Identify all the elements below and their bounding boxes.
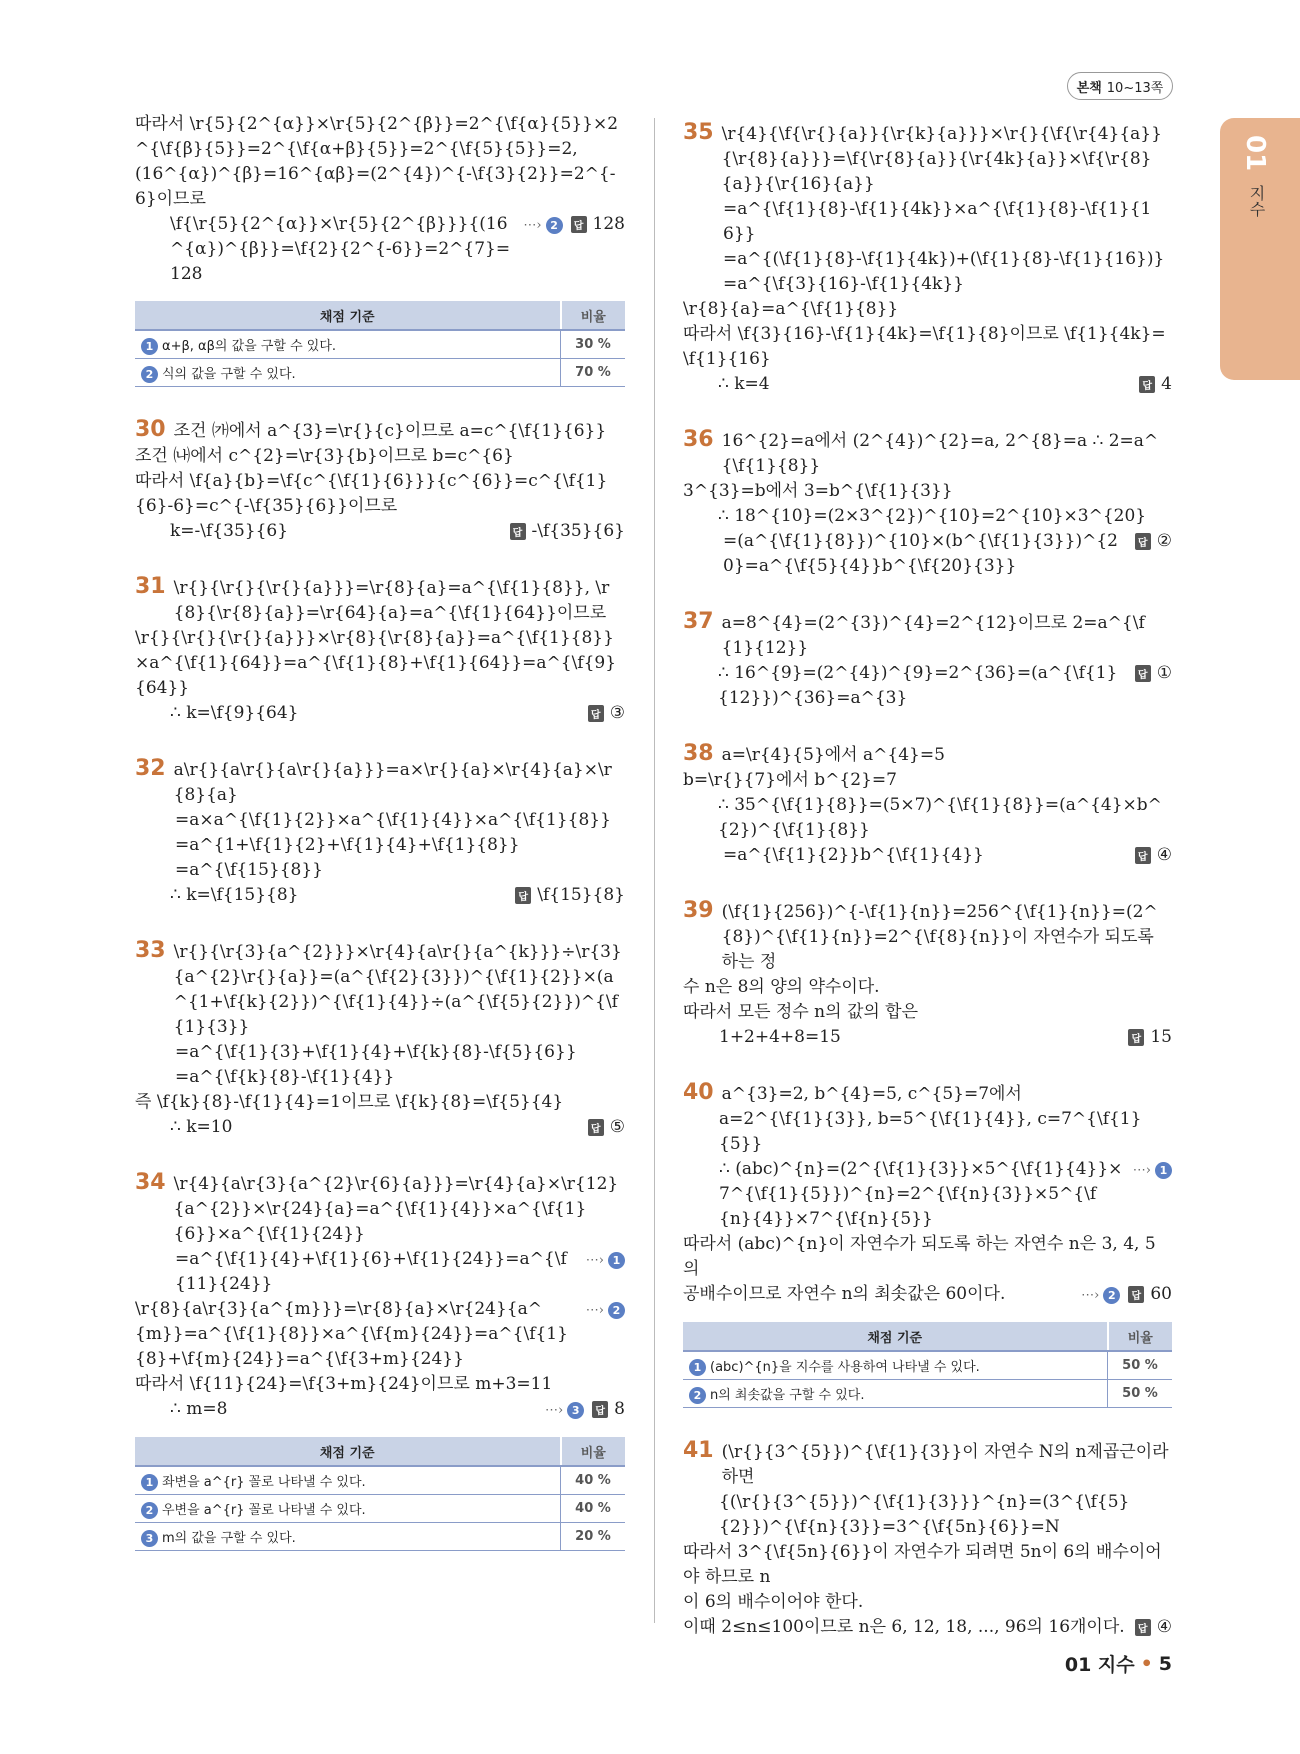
- problem-number: 31: [135, 574, 166, 599]
- problem-33: [135, 938, 625, 1140]
- solution-line: 따라서 3^{\f{5n}{6}}이 자연수가 되려면 5n이 6의 배수이어야 하므로 n: [683, 1542, 1162, 1587]
- criterion-number-badge: 1: [689, 1359, 706, 1376]
- answer: [515, 883, 625, 908]
- solution-line: 수 n은 8의 양의 약수이다.: [683, 977, 880, 997]
- answer: [510, 519, 625, 544]
- criterion-text: (abc)^{n}을 지수를 사용하여 나타낼 수 있다.: [710, 1359, 980, 1375]
- table-row: [135, 1523, 625, 1551]
- solution-line-row: [683, 843, 1172, 868]
- left-column: [135, 112, 625, 1581]
- solution-line: 따라서 \f{11}{24}=\f{3+m}{24}이므로 m+3=11: [135, 1374, 553, 1394]
- problem-32: [135, 756, 625, 908]
- table-row: [135, 1466, 625, 1495]
- solution-line-row: [683, 504, 1172, 529]
- solution-line-row: [683, 793, 1172, 843]
- solution-line-row: [683, 1282, 1172, 1308]
- solution-line: =a^{(\f{1}{8}-\f{1}{4k})+(\f{1}{8}-\f{1}{16})}: [723, 249, 1165, 269]
- criterion-cell: [135, 1523, 561, 1551]
- answer-icon: 답: [1135, 665, 1151, 682]
- solution-line-row: [683, 372, 1172, 397]
- answer-icon: 답: [571, 216, 587, 233]
- step-number-badge: 2: [608, 1302, 625, 1319]
- solution-line-row: [683, 609, 1172, 661]
- solution-line-row: [135, 519, 625, 544]
- solution-line-row: [135, 626, 625, 701]
- solution-line: 조건 ㈏에서 c^{2}=\r{3}{b}이므로 b=c^{6}: [135, 446, 514, 466]
- solution-line-row: [135, 1372, 625, 1397]
- table-header: 비율: [1108, 1322, 1173, 1351]
- problem-41: [683, 1438, 1172, 1640]
- solution-line-row: [135, 858, 625, 883]
- problem-number: 40: [683, 1080, 714, 1105]
- solution-line-row: [135, 574, 625, 626]
- solution-line-row: [135, 417, 625, 444]
- solution-line-row: [135, 756, 625, 808]
- solution-line-row: [135, 883, 625, 908]
- solution-line-row: [135, 808, 625, 833]
- step-number-badge: 2: [1103, 1287, 1120, 1304]
- answer-value: ④: [1156, 1617, 1172, 1637]
- problem-35: [683, 120, 1172, 397]
- solution-line: 이 6의 배수이어야 한다.: [683, 1592, 864, 1612]
- answer-icon: 답: [1135, 1619, 1151, 1636]
- problem-number: 35: [683, 120, 714, 145]
- solution-line: {(\r{}{3^{5}})^{\f{1}{3}}}^{n}=(3^{\f{5}{2}})^{\f{n}{3}}=3^{\f{5n}{6}}=N: [719, 1492, 1130, 1537]
- right-column: [683, 120, 1172, 1670]
- solution-line: (16^{α})^{β}=16^{αβ}=(2^{4})^{-\f{3}{2}}=2^{-6}이므로: [135, 164, 616, 209]
- solution-line: 즉 \f{k}{8}-\f{1}{4}=1이므로 \f{k}{8}=\f{5}{4}: [135, 1092, 564, 1112]
- problem-number: 38: [683, 741, 714, 766]
- solution-line: \r{}{\r{}{\r{}{a}}}=\r{8}{a}=a^{\f{1}{8}}, \r{8}{\r{8}{a}}=\r{64}{a}=a^{\f{1}{64}}이므로: [173, 578, 610, 623]
- answer-icon: 답: [588, 1119, 604, 1136]
- solution-line-row: [683, 1438, 1172, 1490]
- solution-line-row: [135, 469, 625, 519]
- solution-line-row: [683, 529, 1172, 579]
- criterion-number-badge: 2: [689, 1387, 706, 1404]
- solution-line-row: [683, 1157, 1172, 1232]
- criterion-number-badge: 2: [141, 1502, 158, 1519]
- solution-line: 따라서 \f{a}{b}=\f{c^{\f{1}{6}}}{c^{6}}=c^{\f{1}{6}-6}=c^{-\f{35}{6}}이므로: [135, 471, 608, 516]
- footer-page-number: 5: [1158, 1652, 1172, 1675]
- solution-line-row: [683, 322, 1172, 372]
- solution-line: (\r{}{3^{5}})^{\f{1}{3}}이 자연수 N의 n제곱근이라 하면: [721, 1442, 1169, 1487]
- answer-icon: 답: [1135, 533, 1151, 550]
- answer: [1135, 1615, 1172, 1640]
- solution-line-row: [135, 701, 625, 726]
- solution-line-row: [683, 975, 1172, 1000]
- problem-number: 41: [683, 1438, 714, 1463]
- solution-line-row: [683, 297, 1172, 322]
- table-header: 비율: [561, 301, 626, 330]
- solution-line-row: [683, 661, 1172, 711]
- step-number-badge: 1: [608, 1252, 625, 1269]
- solution-line-row: [683, 120, 1172, 197]
- criterion-cell: [135, 330, 561, 359]
- criterion-number-badge: 3: [141, 1530, 158, 1547]
- answer-value: ②: [1156, 531, 1172, 551]
- criterion-number-badge: 1: [141, 1474, 158, 1491]
- solution-line: ∴ k=\f{9}{64}: [170, 703, 299, 723]
- solution-line: =(a^{\f{1}{8}})^{10}×(b^{\f{1}{3}})^{20}=a^{\f{5}{4}}b^{\f{20}{3}}: [723, 531, 1119, 576]
- solution-line-row: [135, 938, 625, 1040]
- criterion-text: 우변을 a^{r} 꼴로 나타낼 수 있다.: [162, 1502, 366, 1518]
- solution-line: =a^{\f{1}{8}-\f{1}{4k}}×a^{\f{1}{8}-\f{1}{16}}: [723, 199, 1152, 244]
- solution-line: ∴ k=\f{15}{8}: [170, 885, 299, 905]
- table-header: 채점 기준: [135, 1437, 561, 1466]
- problem-36: [683, 427, 1172, 579]
- answer-icon: 답: [1128, 1286, 1144, 1303]
- solution-line-row: [683, 898, 1172, 975]
- solution-line: =a×a^{\f{1}{2}}×a^{\f{1}{4}}×a^{\f{1}{8}}: [175, 810, 611, 830]
- solution-line-row: [135, 1297, 625, 1372]
- step-marker: [545, 1398, 584, 1423]
- solution-line-row: [683, 741, 1172, 768]
- criterion-number-badge: 1: [141, 338, 158, 355]
- solution-line-row: [135, 1090, 625, 1115]
- step-marker: [1133, 1158, 1172, 1183]
- solution-line: ∴ 16^{9}=(2^{4})^{9}=2^{36}=(a^{\f{1}{12}})^{36}=a^{3}: [718, 663, 1118, 708]
- problem-31: [135, 574, 625, 726]
- answer-value: 128: [592, 214, 625, 234]
- problem-30: [135, 417, 625, 544]
- problem-34: [135, 1170, 625, 1551]
- solution-line-row: [683, 1000, 1172, 1025]
- answer-icon: 답: [592, 1401, 608, 1418]
- solution-line: =a^{\f{k}{8}-\f{1}{4}}: [175, 1067, 395, 1087]
- problem-number: 37: [683, 609, 714, 634]
- answer: [1135, 661, 1172, 686]
- arrow-icon: ⋯›: [1132, 1163, 1151, 1178]
- answer-value: ④: [1156, 845, 1172, 865]
- arrow-icon: ⋯›: [544, 1403, 564, 1418]
- solution-line-row: [135, 1170, 625, 1247]
- answer-icon: 답: [515, 887, 531, 904]
- solution-line: 16^{2}=a에서 (2^{4})^{2}=a, 2^{8}=a ∴ 2=a^{\f{1}{8}}: [721, 431, 1159, 476]
- criterion-cell: [135, 359, 561, 387]
- answer-icon: 답: [588, 705, 604, 722]
- solution-line: ∴ (abc)^{n}=(2^{\f{1}{3}}×5^{\f{1}{4}}×7^{\f{1}{5}})^{n}=2^{\f{n}{3}}×5^{\f{n}{4}}×7^{\f{n}{5}}: [719, 1159, 1123, 1229]
- scoring-criteria-table: [683, 1322, 1172, 1408]
- answer: [1135, 529, 1172, 554]
- solution-line: (\f{1}{256})^{-\f{1}{n}}=256^{\f{1}{n}}=(2^{8})^{\f{1}{n}}=2^{\f{8}{n}}이 자연수가 되도록 하는 정: [721, 902, 1158, 972]
- step-marker: [523, 213, 562, 238]
- solution-line: a\r{}{a\r{}{a\r{}{a}}}=a×\r{}{a}×\r{4}{a}×\r{8}{a}: [173, 760, 612, 805]
- solution-line: a=2^{\f{1}{3}}, b=5^{\f{1}{4}}, c=7^{\f{1}{5}}: [719, 1109, 1142, 1154]
- answer-icon: 답: [1128, 1029, 1144, 1046]
- answer: [571, 212, 625, 237]
- answer-icon: 답: [1135, 847, 1151, 864]
- answer-icon: 답: [1139, 376, 1155, 393]
- problem-39: [683, 898, 1172, 1050]
- solution-line-row: [683, 1490, 1172, 1540]
- page-footer: [1065, 1650, 1172, 1677]
- ratio-cell: 20 %: [561, 1523, 626, 1551]
- problem-number: 34: [135, 1170, 166, 1195]
- step-marker: [586, 1298, 625, 1323]
- solution-line-row: [135, 444, 625, 469]
- answer: [1128, 1282, 1172, 1307]
- solution-line-row: [683, 1590, 1172, 1615]
- arrow-icon: ⋯›: [1081, 1288, 1100, 1303]
- arrow-icon: ⋯›: [585, 1253, 604, 1268]
- answer-value: 60: [1150, 1284, 1172, 1304]
- step-marker: [1081, 1283, 1120, 1308]
- solution-line: 1+2+4+8=15: [719, 1027, 841, 1047]
- answer-value: ①: [1156, 663, 1172, 683]
- criterion-text: m의 값을 구할 수 있다.: [162, 1530, 296, 1546]
- solution-line: =a^{\f{15}{8}}: [175, 860, 323, 880]
- solution-line: ∴ 18^{10}=(2×3^{2})^{10}=2^{10}×3^{20}: [718, 506, 1147, 526]
- solution-line: =a^{\f{1}{3}+\f{1}{4}+\f{k}{8}-\f{5}{6}}: [175, 1042, 577, 1062]
- answer: [1135, 843, 1172, 868]
- solution-line-row: [683, 1232, 1172, 1282]
- answer: [588, 1115, 625, 1140]
- table-header: 채점 기준: [683, 1322, 1108, 1351]
- step-marker: [586, 1248, 625, 1273]
- criterion-text: 좌변을 a^{r} 꼴로 나타낼 수 있다.: [162, 1474, 366, 1490]
- table-row: [683, 1351, 1172, 1380]
- solution-line: 공배수이므로 자연수 n의 최솟값은 60이다.: [683, 1284, 1006, 1304]
- criterion-text: 식의 값을 구할 수 있다.: [162, 366, 296, 382]
- solution-line: \r{}{\r{}{\r{}{a}}}×\r{8}{\r{8}{a}}=a^{\f{1}{8}}×a^{\f{1}{64}}=a^{\f{1}{8}+\f{1}{64}}=a^{\f{9}{64}}: [135, 628, 617, 698]
- solution-line-row: [135, 1397, 625, 1423]
- scoring-criteria-table: [135, 1437, 625, 1551]
- badge-pages: 10~13쪽: [1106, 80, 1164, 96]
- footer-separator: •: [1140, 1652, 1153, 1675]
- step-number-badge: 1: [1155, 1162, 1172, 1179]
- scoring-criteria-table: [135, 301, 625, 387]
- table-row: [135, 330, 625, 359]
- ratio-cell: 40 %: [561, 1495, 626, 1523]
- problem-number: 33: [135, 938, 166, 963]
- solution-line: 3^{3}=b에서 3=b^{\f{1}{3}}: [683, 481, 953, 501]
- arrow-icon: ⋯›: [523, 218, 542, 233]
- solution-line-row: [135, 1065, 625, 1090]
- solution-line: a=\r{4}{5}에서 a^{4}=5: [721, 745, 945, 765]
- solution-line: \r{}{\r{3}{a^{2}}}×\r{4}{a\r{}{a^{k}}}÷\r{3}{a^{2}\r{}{a}}=(a^{\f{2}{3}})^{\f{1}{2}}×(a^{1+\f{k}{2}})^{\f{1}{4}}÷(a^{\f{5}{2}})^{\f{1}{3}}: [173, 942, 622, 1037]
- solution-line-row: [683, 427, 1172, 479]
- step-number-badge: 2: [546, 217, 563, 234]
- table-header-row: [683, 1322, 1172, 1351]
- solution-line-row: [135, 112, 625, 162]
- solution-line-row: [683, 197, 1172, 247]
- answer: [592, 1397, 625, 1422]
- chapter-tab-label: 지수: [1247, 185, 1266, 217]
- solution-line: a=8^{4}=(2^{3})^{4}=2^{12}이므로 2=a^{\f{1}{12}}: [721, 613, 1145, 658]
- solution-line-row: [135, 162, 625, 212]
- solution-line: \r{8}{a}=a^{\f{1}{8}}: [683, 299, 899, 319]
- answer: [588, 701, 625, 726]
- solution-line: =a^{\f{3}{16}-\f{1}{4k}}: [723, 274, 964, 294]
- solution-line-row: [135, 1115, 625, 1140]
- solution-line-row: [683, 1107, 1172, 1157]
- problem-38: [683, 741, 1172, 868]
- solution-line: 이때 2≤n≤100이므로 n은 6, 12, 18, ..., 96의 16개이다.: [683, 1617, 1125, 1637]
- answer-value: ⑤: [609, 1117, 625, 1137]
- answer-value: \f{15}{8}: [537, 885, 625, 905]
- solution-line-row: [683, 768, 1172, 793]
- solution-line: b=\r{}{7}에서 b^{2}=7: [683, 770, 897, 790]
- answer: [1139, 372, 1172, 397]
- solution-line: 따라서 \f{3}{16}-\f{1}{4k}=\f{1}{8}이므로 \f{1}{4k}=\f{1}{16}: [683, 324, 1166, 369]
- step-number-badge: 3: [567, 1402, 584, 1419]
- solution-line: =a^{\f{1}{4}+\f{1}{6}+\f{1}{24}}=a^{\f{11}{24}}: [175, 1249, 567, 1294]
- table-row: [135, 359, 625, 387]
- problem-number: 32: [135, 756, 166, 781]
- solution-line-row: [683, 1615, 1172, 1640]
- ratio-cell: 30 %: [561, 330, 626, 359]
- table-header-row: [135, 1437, 625, 1466]
- solution-line: k=-\f{35}{6}: [170, 521, 289, 541]
- solution-line-row: [683, 1080, 1172, 1107]
- answer-value: ③: [609, 703, 625, 723]
- badge-book: 본책: [1076, 80, 1102, 96]
- solution-line: ∴ k=10: [170, 1117, 233, 1137]
- ratio-cell: 50 %: [1108, 1351, 1173, 1380]
- table-header: 비율: [561, 1437, 626, 1466]
- footer-chapter: 01 지수: [1064, 1654, 1135, 1676]
- problem-number: 30: [135, 417, 166, 442]
- solution-line: =a^{1+\f{1}{2}+\f{1}{4}+\f{1}{8}}: [175, 835, 520, 855]
- textbook-page-badge: [1067, 72, 1173, 100]
- solution-line: ∴ k=4: [718, 374, 770, 394]
- solution-line-row: [683, 1025, 1172, 1050]
- problem-number: 36: [683, 427, 714, 452]
- solution-line-row: [683, 1540, 1172, 1590]
- criterion-cell: [683, 1380, 1108, 1408]
- solution-line-row: [135, 1040, 625, 1065]
- solution-line-row: [135, 1247, 625, 1297]
- solution-line: ∴ 35^{\f{1}{8}}=(5×7)^{\f{1}{8}}=(a^{4}×b^{2})^{\f{1}{8}}: [718, 795, 1162, 840]
- solution-line: \r{4}{\f{\r{}{a}}{\r{k}{a}}}×\r{}{\f{\r{4}{a}}{\r{8}{a}}}=\f{\r{8}{a}}{\r{4k}{a}}×\f{\r{8}{a}}{\r{16}{a}}: [721, 124, 1162, 194]
- table-header: 채점 기준: [135, 301, 561, 330]
- solution-line: 따라서 (abc)^{n}이 자연수가 되도록 하는 자연수 n은 3, 4, 5의: [683, 1234, 1156, 1279]
- criterion-cell: [135, 1466, 561, 1495]
- criterion-text: α+β, αβ의 값을 구할 수 있다.: [162, 338, 337, 354]
- answer-icon: 답: [510, 523, 526, 540]
- criterion-cell: [683, 1351, 1108, 1380]
- solution-line: 따라서 모든 정수 n의 값의 합은: [683, 1002, 919, 1022]
- answer-value: -\f{35}{6}: [531, 521, 625, 541]
- table-header-row: [135, 301, 625, 330]
- solution-line-row: [683, 272, 1172, 297]
- ratio-cell: 40 %: [561, 1466, 626, 1495]
- answer-value: 15: [1150, 1027, 1172, 1047]
- arrow-icon: ⋯›: [585, 1303, 604, 1318]
- solution-line-row: [683, 479, 1172, 504]
- criterion-cell: [135, 1495, 561, 1523]
- answer-value: 8: [614, 1399, 625, 1419]
- solution-line: \r{8}{a\r{3}{a^{m}}}=\r{8}{a}×\r{24}{a^{m}}=a^{\f{1}{8}}×a^{\f{m}{24}}=a^{\f{1}{8}+\f{m}{24}}=a^{\f{3+m}{24}}: [135, 1299, 568, 1369]
- solution-line: =a^{\f{1}{2}}b^{\f{1}{4}}: [723, 845, 984, 865]
- solution-line: 따라서 \r{5}{2^{α}}×\r{5}{2^{β}}=2^{\f{α}{5}}×2^{\f{β}{5}}=2^{\f{α+β}{5}}=2^{\f{5}{5}}=2,: [135, 114, 619, 159]
- problem-40: [683, 1080, 1172, 1408]
- ratio-cell: 50 %: [1108, 1380, 1173, 1408]
- solution-line: a^{3}=2, b^{4}=5, c^{5}=7에서: [721, 1084, 1022, 1104]
- solution-line: \r{4}{a\r{3}{a^{2}\r{6}{a}}}=\r{4}{a}×\r{12}{a^{2}}×\r{24}{a}=a^{\f{1}{4}}×a^{\f{1}{6}}×a^{\f{1}{24}}: [173, 1174, 619, 1244]
- solution-line: ∴ m=8: [170, 1399, 228, 1419]
- solution-line: 조건 ㈎에서 a^{3}=\r{}{c}이므로 a=c^{\f{1}{6}}: [173, 421, 607, 441]
- criterion-number-badge: 2: [141, 366, 158, 383]
- solution-line-row: [135, 833, 625, 858]
- table-row: [135, 1495, 625, 1523]
- problem-number: 39: [683, 898, 714, 923]
- table-row: [683, 1380, 1172, 1408]
- answer-value: 4: [1161, 374, 1172, 394]
- column-divider: [654, 118, 655, 1623]
- ratio-cell: 70 %: [561, 359, 626, 387]
- chapter-tab-number: 01: [1240, 135, 1270, 172]
- problem-37: [683, 609, 1172, 711]
- problem-continued: [135, 112, 625, 387]
- solution-line-row: [683, 247, 1172, 272]
- solution-line: \f{\r{5}{2^{α}}×\r{5}{2^{β}}}{(16^{α})^{β}}=\f{2}{2^{-6}}=2^{7}=128: [170, 214, 511, 284]
- solution-line-row: [135, 212, 625, 287]
- answer: [1128, 1025, 1172, 1050]
- criterion-text: n의 최솟값을 구할 수 있다.: [710, 1387, 865, 1403]
